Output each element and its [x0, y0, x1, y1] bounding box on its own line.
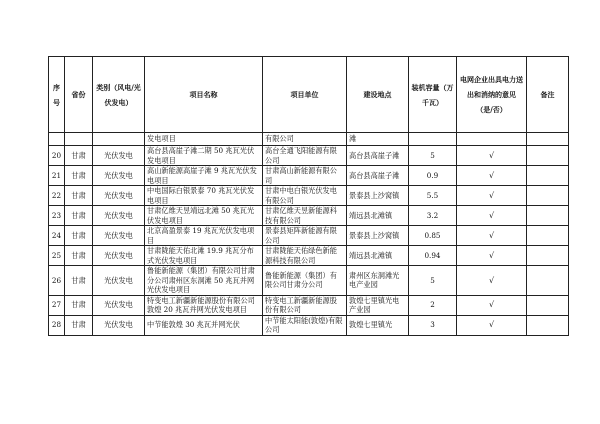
table-row — [49, 266, 569, 296]
cell-opinion: √ — [457, 146, 527, 166]
table-row — [49, 226, 569, 246]
cell-opinion: √ — [457, 246, 527, 266]
cell-company: 中节能太阳能(敦煌)有限公司 — [263, 315, 347, 335]
cell-province: 甘肃 — [65, 295, 93, 315]
cell-location: 景泰县上沙窝镇 — [347, 226, 409, 246]
cell-location: 靖远县北滩镇 — [347, 246, 409, 266]
cell-company: 鲁能新能源（集团）有限公司甘肃分公司 — [263, 266, 347, 296]
cell-location: 滩 — [347, 133, 409, 146]
cell-project: 高台县高崖子滩二期 50 兆瓦光伏发电项目 — [145, 146, 263, 166]
table-row — [49, 295, 569, 315]
cell-category: 光伏发电 — [93, 166, 145, 186]
cell-project: 中节能敦煌 30 兆瓦并网光伏 — [145, 315, 263, 335]
table-row — [49, 206, 569, 226]
cell-remark — [527, 266, 569, 296]
cell-province: 甘肃 — [65, 315, 93, 335]
table-row — [49, 315, 569, 335]
cell-capacity: 0.85 — [409, 226, 457, 246]
cell-category: 光伏发电 — [93, 146, 145, 166]
cell-capacity: 0.9 — [409, 166, 457, 186]
cell-project: 中电国际白银景泰 70 兆瓦光伏发电项目 — [145, 186, 263, 206]
cell-province — [65, 133, 93, 146]
cell-remark — [527, 206, 569, 226]
cell-remark — [527, 246, 569, 266]
cell-province: 甘肃 — [65, 186, 93, 206]
cell-location: 景泰县上沙窝镇 — [347, 186, 409, 206]
table-header-row — [49, 57, 569, 133]
cell-location: 高台县高崖子滩 — [347, 166, 409, 186]
cell-province: 甘肃 — [65, 226, 93, 246]
cell-no: 23 — [49, 206, 65, 226]
cell-category: 光伏发电 — [93, 246, 145, 266]
header-company: 项目单位 — [263, 57, 347, 133]
header-grid-opinion: 电网企业出具电力送出和消纳的意见（是/否） — [457, 57, 527, 133]
cell-location: 肃州区东洞滩光电产业园 — [347, 266, 409, 296]
continuation-row — [49, 133, 569, 146]
cell-remark — [527, 166, 569, 186]
cell-capacity: 3 — [409, 315, 457, 335]
cell-category: 光伏发电 — [93, 206, 145, 226]
cell-opinion: √ — [457, 206, 527, 226]
cell-remark — [527, 133, 569, 146]
cell-category: 光伏发电 — [93, 186, 145, 206]
cell-no: 27 — [49, 295, 65, 315]
cell-no: 28 — [49, 315, 65, 335]
cell-category: 光伏发电 — [93, 315, 145, 335]
cell-opinion: √ — [457, 186, 527, 206]
cell-opinion: √ — [457, 315, 527, 335]
cell-no: 22 — [49, 186, 65, 206]
cell-capacity: 0.94 — [409, 246, 457, 266]
cell-project: 甘肃陇能天佑北滩 19.9 兆瓦分布式光伏发电项目 — [145, 246, 263, 266]
cell-company: 特变电工新疆新能源股份有限公司 — [263, 295, 347, 315]
cell-no: 21 — [49, 166, 65, 186]
cell-capacity: 3.2 — [409, 206, 457, 226]
cell-company: 甘肃陇能天佑绿色新能源科技有限公司 — [263, 246, 347, 266]
cell-capacity: 5.5 — [409, 186, 457, 206]
cell-remark — [527, 186, 569, 206]
cell-company: 甘肃高山新能源有限公司 — [263, 166, 347, 186]
cell-location: 靖远县北滩镇 — [347, 206, 409, 226]
cell-province: 甘肃 — [65, 246, 93, 266]
cell-project: 高山新能源高崖子滩 9 兆瓦光伏发电项目 — [145, 166, 263, 186]
cell-capacity: 5 — [409, 146, 457, 166]
header-province: 省份 — [65, 57, 93, 133]
cell-remark — [527, 226, 569, 246]
cell-no: 20 — [49, 146, 65, 166]
cell-category: 光伏发电 — [93, 226, 145, 246]
cell-location: 敦煌七里镇光电产业园 — [347, 295, 409, 315]
cell-category: 光伏发电 — [93, 295, 145, 315]
cell-project: 北京高盈景泰 19 兆瓦光伏发电项目 — [145, 226, 263, 246]
cell-company: 甘肃中电白银光伏发电有限公司 — [263, 186, 347, 206]
cell-company: 景泰县矩阵新能源有限公司 — [263, 226, 347, 246]
cell-remark — [527, 315, 569, 335]
cell-remark — [527, 295, 569, 315]
cell-project: 发电项目 — [145, 133, 263, 146]
cell-company: 甘肃亿维天昱新能源科技有限公司 — [263, 206, 347, 226]
cell-project: 鲁能新能源（集团）有限公司甘肃分公司肃州区东洞滩 50 兆瓦并网光伏发电项目 — [145, 266, 263, 296]
cell-no: 24 — [49, 226, 65, 246]
cell-location: 敦煌七里镇光 — [347, 315, 409, 335]
cell-province: 甘肃 — [65, 206, 93, 226]
cell-opinion: √ — [457, 295, 527, 315]
cell-capacity: 5 — [409, 266, 457, 296]
cell-category: 光伏发电 — [93, 266, 145, 296]
cell-no: 26 — [49, 266, 65, 296]
cell-remark — [527, 146, 569, 166]
cell-location: 高台县高崖子滩 — [347, 146, 409, 166]
header-project: 项目名称 — [145, 57, 263, 133]
table-row — [49, 166, 569, 186]
cell-province: 甘肃 — [65, 166, 93, 186]
cell-province: 甘肃 — [65, 266, 93, 296]
cell-opinion — [457, 133, 527, 146]
table-row — [49, 146, 569, 166]
header-no: 序号 — [49, 57, 65, 133]
cell-capacity: 2 — [409, 295, 457, 315]
table-row — [49, 186, 569, 206]
header-remark: 备注 — [527, 57, 569, 133]
cell-no: 25 — [49, 246, 65, 266]
cell-project: 特变电工新疆新能源股份有限公司敦煌 20 兆瓦并网光伏发电项目 — [145, 295, 263, 315]
cell-company: 有限公司 — [263, 133, 347, 146]
cell-capacity — [409, 133, 457, 146]
header-location: 建设地点 — [347, 57, 409, 133]
table-row — [49, 246, 569, 266]
cell-opinion: √ — [457, 266, 527, 296]
header-category: 类别（风电/光伏发电） — [93, 57, 145, 133]
cell-category — [93, 133, 145, 146]
cell-province: 甘肃 — [65, 146, 93, 166]
cell-company: 高台全通飞阳能源有限公司 — [263, 146, 347, 166]
cell-no — [49, 133, 65, 146]
project-table — [48, 56, 569, 336]
header-capacity: 装机容量（万千瓦） — [409, 57, 457, 133]
cell-opinion: √ — [457, 226, 527, 246]
cell-project: 甘肃亿维天昱靖远北滩 50 兆瓦光伏发电项目 — [145, 206, 263, 226]
cell-opinion: √ — [457, 166, 527, 186]
